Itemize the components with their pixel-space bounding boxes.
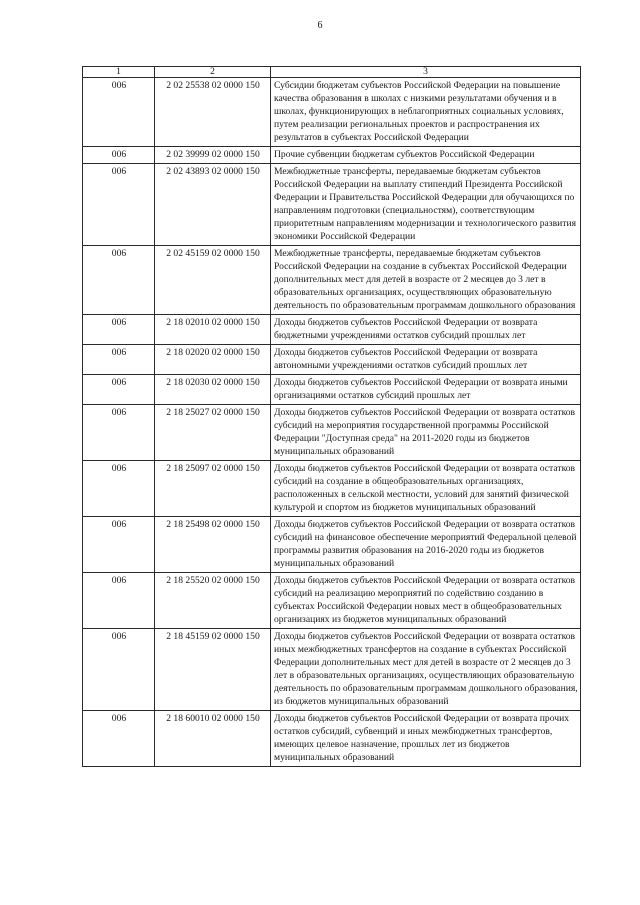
revenue-code-cell: 2 18 02030 02 0000 150: [155, 375, 271, 405]
table-row: [83, 405, 581, 461]
description-cell: Доходы бюджетов субъектов Российской Федерации от возврата остатков субсидий на реализацию мероприятий по содействию созданию в субъектах Российской Федерации новых мест в общеобразовательных организациях из бюджетов муниципальных образований: [271, 573, 581, 629]
description-cell: Доходы бюджетов субъектов Российской Федерации от возврата остатков иных межбюджетных трансфертов на создание в субъектах Российской Федерации дополнительных мест для детей в возрасте от 2 месяцев до 3 лет в образовательных организациях, осуществляющих образовательную деятельность по образовательным программам дошкольного образования, из бюджетов муниципальных образований: [271, 629, 581, 711]
table-row: [83, 78, 581, 147]
revenue-code-cell: 2 18 25520 02 0000 150: [155, 573, 271, 629]
description-cell: Прочие субвенции бюджетам субъектов Российской Федерации: [271, 147, 581, 164]
revenue-code-cell: 2 02 43893 02 0000 150: [155, 164, 271, 246]
revenue-code-cell: 2 02 39999 02 0000 150: [155, 147, 271, 164]
table-row: [83, 315, 581, 345]
table-row: [83, 461, 581, 517]
table-row: [83, 375, 581, 405]
table-row: [83, 345, 581, 375]
admin-code-cell: 006: [83, 375, 155, 405]
revenue-code-cell: 2 02 25538 02 0000 150: [155, 78, 271, 147]
description-cell: Доходы бюджетов субъектов Российской Федерации от возврата остатков субсидий на мероприятия государственной программы Российской Федерации "Доступная среда" на 2011-2020 годы из бюджетов муниципальных образований: [271, 405, 581, 461]
admin-code-cell: 006: [83, 164, 155, 246]
revenue-code-cell: 2 18 02010 02 0000 150: [155, 315, 271, 345]
table-row: [83, 517, 581, 573]
table-header-row: [83, 67, 581, 78]
revenue-code-cell: 2 18 25027 02 0000 150: [155, 405, 271, 461]
admin-code-cell: 006: [83, 517, 155, 573]
revenue-code-cell: 2 18 45159 02 0000 150: [155, 629, 271, 711]
admin-code-cell: 006: [83, 711, 155, 767]
table-row: [83, 629, 581, 711]
admin-code-cell: 006: [83, 405, 155, 461]
description-cell: Доходы бюджетов субъектов Российской Федерации от возврата бюджетными учреждениями остатков субсидий прошлых лет: [271, 315, 581, 345]
revenue-codes-table: [82, 66, 581, 767]
revenue-code-cell: 2 18 25097 02 0000 150: [155, 461, 271, 517]
admin-code-cell: 006: [83, 345, 155, 375]
table-row: [83, 147, 581, 164]
table-row: [83, 164, 581, 246]
table-row: [83, 573, 581, 629]
admin-code-cell: 006: [83, 78, 155, 147]
description-cell: Межбюджетные трансферты, передаваемые бюджетам субъектов Российской Федерации на создание в субъектах Российской Федерации дополнительных мест для детей в возрасте от 2 месяцев до 3 лет в образовательных организациях, осуществляющих образовательную деятельность по образовательным программам дошкольного образования: [271, 246, 581, 315]
admin-code-cell: 006: [83, 629, 155, 711]
column-header-2: 2: [155, 67, 271, 78]
revenue-code-cell: 2 02 45159 02 0000 150: [155, 246, 271, 315]
admin-code-cell: 006: [83, 573, 155, 629]
description-cell: Доходы бюджетов субъектов Российской Федерации от возврата автономными учреждениями остатков субсидий прошлых лет: [271, 345, 581, 375]
description-cell: Доходы бюджетов субъектов Российской Федерации от возврата иными организациями остатков субсидий прошлых лет: [271, 375, 581, 405]
description-cell: Доходы бюджетов субъектов Российской Федерации от возврата остатков субсидий на создание в общеобразовательных организациях, расположенных в сельской местности, условий для занятий физической культурой и спортом из бюджетов муниципальных образований: [271, 461, 581, 517]
revenue-code-cell: 2 18 02020 02 0000 150: [155, 345, 271, 375]
column-header-3: 3: [271, 67, 581, 78]
admin-code-cell: 006: [83, 461, 155, 517]
admin-code-cell: 006: [83, 246, 155, 315]
description-cell: Доходы бюджетов субъектов Российской Федерации от возврата прочих остатков субсидий, субвенций и иных межбюджетных трансфертов, имеющих целевое назначение, прошлых лет из бюджетов муниципальных образований: [271, 711, 581, 767]
table-row: [83, 711, 581, 767]
revenue-code-cell: 2 18 60010 02 0000 150: [155, 711, 271, 767]
revenue-code-cell: 2 18 25498 02 0000 150: [155, 517, 271, 573]
admin-code-cell: 006: [83, 315, 155, 345]
admin-code-cell: 006: [83, 147, 155, 164]
description-cell: Субсидии бюджетам субъектов Российской Федерации на повышение качества образования в школах с низкими результатами обучения и в школах, функционирующих в неблагоприятных социальных условиях, путем реализации региональных проектов и распространения их результатов в субъектах Российской Федерации: [271, 78, 581, 147]
column-header-1: 1: [83, 67, 155, 78]
description-cell: Доходы бюджетов субъектов Российской Федерации от возврата остатков субсидий на финансовое обеспечение мероприятий Федеральной целевой программы развития образования на 2016-2020 годы из бюджетов муниципальных образований: [271, 517, 581, 573]
description-cell: Межбюджетные трансферты, передаваемые бюджетам субъектов Российской Федерации на выплату стипендий Президента Российской Федерации и Правительства Российской Федерации для обучающихся по направлениям подготовки (специальностям), соответствующим приоритетным направлениям модернизации и технологического развития экономики Российской Федерации: [271, 164, 581, 246]
page-number: 6: [317, 20, 323, 31]
table-row: [83, 246, 581, 315]
